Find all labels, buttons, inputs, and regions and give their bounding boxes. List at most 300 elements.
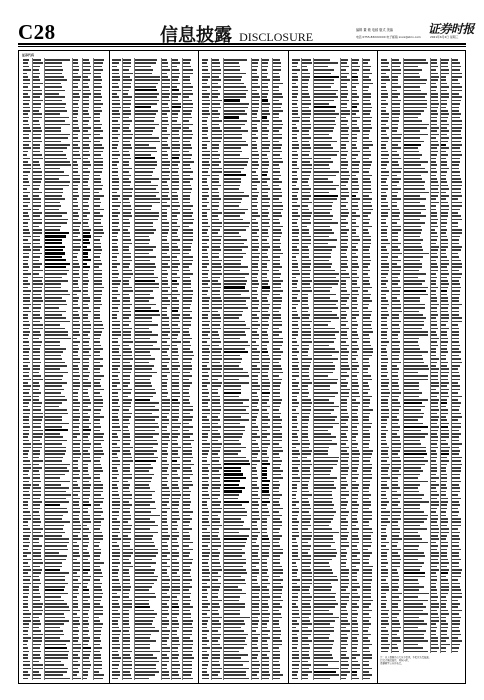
table-cell [23,113,28,115]
table-cell [72,113,77,115]
table-cell [23,236,31,238]
table-cell [33,124,40,126]
table-cell [72,246,80,248]
table-cell [33,355,40,357]
table-cell [72,440,80,442]
table-cell [72,229,78,231]
table-cell [33,334,41,336]
table-cell [45,528,63,530]
table-cell [23,487,30,489]
table-cell [45,277,62,279]
table-cell [72,120,78,122]
table-cell [83,460,91,462]
table-cell [23,494,30,496]
table-cell [23,192,30,194]
table-cell [94,409,101,411]
table-cell [94,205,100,207]
table-cell [23,399,31,401]
table-cell [83,130,89,132]
masthead [18,0,466,46]
table-cell [33,504,40,506]
table-cell [33,185,40,187]
table-cell [45,379,62,381]
table-cell [72,562,80,564]
table-cell [83,538,89,540]
newspaper-logo: 证券时报 [428,20,474,37]
table-cell [45,324,60,326]
table-cell [45,464,70,466]
table-cell [23,419,29,421]
table-cell [83,345,90,347]
table-cell [72,334,79,336]
table-cell [33,134,41,136]
table-cell [72,175,79,177]
table-cell [23,66,30,68]
table-cell [33,307,41,309]
table-cell [83,161,90,163]
table-cell [72,549,78,551]
table-cell [45,73,62,75]
table-cell [33,372,39,374]
table-cell [83,154,91,156]
table-cell [45,86,62,88]
table-cell [83,73,91,75]
table-cell [94,120,100,122]
table-cell [23,83,30,85]
table-cell [33,365,41,367]
table-cell [83,375,89,377]
table-cell [94,515,102,517]
table-cell [94,385,101,387]
table-cell [33,287,42,289]
table-cell [83,484,91,486]
table-cell [23,256,29,258]
table-cell [45,229,60,231]
table-cell [33,243,40,245]
table-cell [72,328,80,330]
table-cell [23,219,31,221]
table-cell [72,447,80,449]
table-cell [23,379,31,381]
table-cell [45,141,61,143]
table-cell [94,168,104,170]
table-cell [72,321,78,323]
table-cell [72,372,79,374]
table-cell [72,515,78,517]
table-cell [33,443,42,445]
table-cell [45,436,63,438]
table-cell [72,416,79,418]
table-cell [94,464,101,466]
table-cell [23,314,28,316]
table-cell [83,440,89,442]
table-cell [45,365,67,367]
table-cell [72,314,79,316]
table-cell [83,487,91,489]
table-cell [83,382,91,384]
table-cell [83,457,91,459]
table-cell [23,107,31,109]
table-cell [23,436,29,438]
table-cell [83,202,89,204]
table-cell [72,209,80,211]
table-cell [72,287,79,289]
table-cell [45,518,62,520]
table-cell [94,124,103,126]
table-cell [83,436,89,438]
table-cell [33,498,40,500]
table-cell [72,134,78,136]
table-cell [23,559,31,561]
table-cell [83,450,88,452]
table-cell [83,205,90,207]
table-cell [23,504,28,506]
table-cell [33,440,40,442]
table-cell [72,525,80,527]
table-cell [83,494,91,496]
table-cell [33,464,39,466]
table-cell [94,86,102,88]
table-cell [45,151,63,153]
table-cell [45,66,62,68]
table-cell [23,440,29,442]
table-cell [94,260,101,262]
table-cell [83,287,88,289]
table-cell [23,253,29,255]
table-cell [33,277,43,279]
table-cell [83,389,88,391]
table-cell [23,144,29,146]
table-cell [45,83,61,85]
table-cell [23,406,28,408]
table-cell [83,324,91,326]
table-cell [94,277,102,279]
table-cell [45,508,67,510]
table-cell [33,249,40,251]
table-cell [94,362,101,364]
table-cell [33,324,43,326]
table-cell [94,69,104,71]
table-cell [94,304,103,306]
table-cell [83,518,90,520]
table-cell [72,362,80,364]
table-cell [23,501,28,503]
table-cell [83,86,89,88]
table-cell [45,273,67,275]
table-cell [33,192,42,194]
table-column [19,51,109,683]
table-cell [83,365,90,367]
table-cell [23,130,31,132]
table-cell [33,413,43,415]
table-cell [94,484,103,486]
table-cell [45,368,60,370]
table-cell [45,358,62,360]
table-cell [72,368,78,370]
table-cell [83,62,90,64]
table-cell [23,375,29,377]
table-cell [83,188,90,190]
table-cell [72,137,78,139]
table-cell [94,430,100,432]
table-cell [45,413,68,415]
table-cell [45,222,67,224]
table-cell [72,83,78,85]
table-cell [94,372,100,374]
table-cell [23,521,28,523]
table-cell [94,317,100,319]
table-cell [94,419,100,421]
table-cell [45,154,66,156]
table-cell [83,419,90,421]
table-cell [83,525,88,527]
table-cell [83,164,92,166]
table-cell [94,447,102,449]
table-cell [83,307,90,309]
table-cell [23,508,28,510]
table-cell [45,168,60,170]
table-cell [94,209,104,211]
table-cell [23,365,28,367]
table-cell [33,562,43,564]
table-cell [45,195,62,197]
table-cell [23,416,29,418]
table-cell [23,110,31,112]
table-cell [23,535,30,537]
table-cell [45,532,65,534]
table-cell [45,209,59,211]
table-cell [45,219,68,221]
table-cell [33,392,41,394]
table-cell [72,504,79,506]
table-cell [83,290,89,292]
table-cell [94,263,103,265]
table-cell [45,192,64,194]
table-cell [23,103,29,105]
table-cell [23,362,30,364]
table-cell [83,311,91,313]
table-cell [45,297,62,299]
table-cell [72,535,78,537]
table-cell [23,280,28,282]
table-cell [23,525,28,527]
table-cell [45,134,70,136]
table-cell [45,498,66,500]
table-cell [94,66,102,68]
table-cell [33,518,40,520]
table-cell [33,389,39,391]
table-cell [33,232,42,234]
table-cell [33,113,42,115]
table-cell [23,518,31,520]
table-cell [33,477,40,479]
table-cell [83,168,88,170]
table-cell [45,487,69,489]
table-cell [94,474,100,476]
table-cell [83,521,91,523]
table-cell [72,389,79,391]
table-cell [23,154,28,156]
table-cell [45,409,67,411]
table-cell [23,334,29,336]
table-cell [72,470,79,472]
table-cell [23,474,29,476]
table-cell [72,96,79,98]
table-cell [94,545,100,547]
table-cell [83,549,88,551]
table-cell [33,62,43,64]
table-cell [45,175,69,177]
masthead-rule [18,43,466,45]
table-cell [72,477,80,479]
table-cell [72,402,79,404]
table-cell [83,498,90,500]
table-cell [45,317,66,319]
table-cell [94,239,101,241]
table-cell [33,107,41,109]
table-cell [83,532,91,534]
table-cell [83,175,89,177]
table-cell [45,158,67,160]
table-cell [45,542,69,544]
table-cell [94,294,102,296]
table-cell [23,96,30,98]
table-cell [83,270,89,272]
table-cell [45,416,62,418]
table-cell [72,107,78,109]
table-cell [72,457,79,459]
table-cell [23,161,29,163]
table-cell [83,107,89,109]
table-cell [72,300,78,302]
table-cell [45,215,62,217]
table-cell [45,120,65,122]
table-cell [83,76,88,78]
table-cell [72,277,80,279]
table-cell [33,532,41,534]
table-cell [23,188,28,190]
table-cell [23,175,28,177]
table-cell [33,256,40,258]
table-cell [94,246,101,248]
table-cell [33,433,43,435]
table-cell [33,66,40,68]
table-cell [33,555,41,557]
table-cell [72,365,77,367]
table-cell [45,294,70,296]
table-cell [94,130,103,132]
table-cell [72,430,79,432]
table-cell [23,555,28,557]
table-cell [83,59,90,61]
table-cell [33,416,43,418]
table-cell [94,487,103,489]
publication-date: 2021年6月2日 星期三 [430,35,458,39]
table-cell [94,280,102,282]
table-cell [72,253,77,255]
table-cell [33,508,40,510]
table-cell [72,450,80,452]
table-cell [33,341,42,343]
table-cell [33,273,39,275]
table-cell [94,137,103,139]
table-cell [94,396,102,398]
table-cell [94,229,104,231]
table-cell [45,392,61,394]
table-cell [94,532,102,534]
table-cell [23,239,28,241]
table-cell [33,86,40,88]
table-cell [23,413,30,415]
table-cell [45,494,71,496]
table-cell [94,90,101,92]
disclosure-table-frame [18,50,466,684]
table-cell [83,69,90,71]
table-cell [33,481,41,483]
table-cell [83,477,91,479]
table-cell [72,260,78,262]
table-cell [72,79,80,81]
table-cell [72,171,78,173]
table-cell [72,341,80,343]
table-cell [45,372,68,374]
table-cell [45,59,71,61]
table-cell [94,470,103,472]
table-cell [33,358,40,360]
table-cell [33,525,40,527]
table-cell [45,79,67,81]
table-cell [83,277,89,279]
table-cell [72,528,81,530]
table-cell [83,402,91,404]
table-cell [83,443,91,445]
page-number: C28 [18,20,56,45]
table-cell [83,117,91,119]
table-cell [45,481,70,483]
table-cell [94,518,104,520]
table-cell [33,215,40,217]
table-cell [72,154,80,156]
table-cell [83,185,88,187]
table-cell [33,212,42,214]
table-cell [72,243,80,245]
table-cell [94,504,100,506]
table-cell [23,73,28,75]
table-cell [45,76,64,78]
table-cell [23,249,31,251]
table-cell [23,232,30,234]
table-cell [72,511,79,513]
table-cell [33,399,39,401]
table-cell [23,300,30,302]
table-cell [83,209,89,211]
table-cell [23,137,29,139]
table-cell [94,491,103,493]
table-cell [72,178,80,180]
editor-credits: 编辑 董 敏 电邮 版式 美编 [356,27,393,32]
table-cell [94,423,100,425]
table-cell [72,501,78,503]
table-cell [94,73,101,75]
table-cell [72,508,79,510]
table-cell [33,426,41,428]
table-cell [23,345,29,347]
table-cell [72,280,77,282]
table-cell [72,487,80,489]
table-cell [72,345,77,347]
table-cell [72,324,80,326]
table-cell [72,185,77,187]
